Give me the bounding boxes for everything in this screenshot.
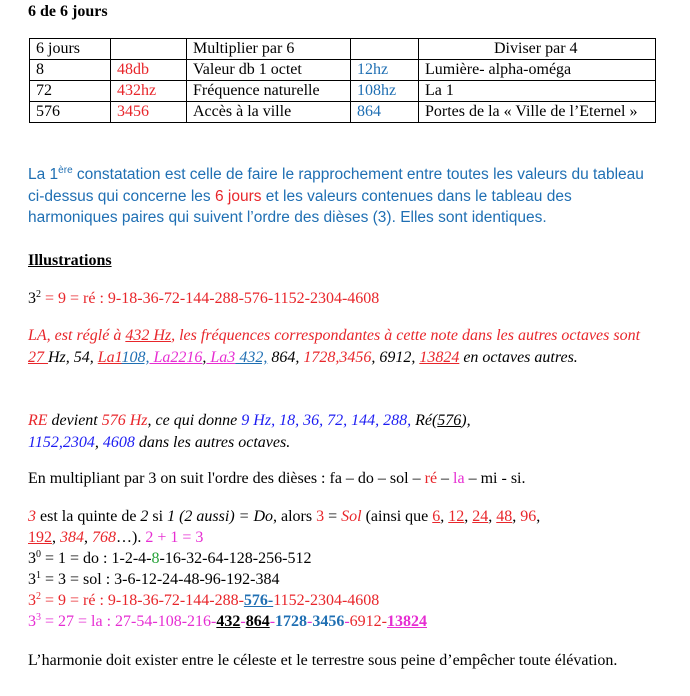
superscript: 3 (36, 612, 41, 623)
illustrations-heading: Illustrations (28, 252, 112, 269)
text-run: 432 (216, 613, 241, 630)
table-cell: 576 (30, 102, 111, 123)
table-cell: 72 (30, 81, 111, 102)
intro-paragraph (28, 164, 658, 229)
text-run: , (512, 508, 521, 525)
text-run: 13824 (419, 349, 460, 366)
text-run: si (148, 508, 168, 525)
doc-title: 6 de 6 jours (28, 3, 108, 20)
text-run: 432, (235, 349, 268, 366)
multiplication-line (28, 468, 525, 489)
closing-paragraph: L’harmonie doit exister entre le céleste et le terrestre sous peine d’empêcher toute élévation. (28, 652, 618, 669)
table-cell: 6 jours (30, 39, 111, 60)
table-cell: La 1 (419, 81, 656, 102)
text-run: RE (28, 412, 48, 429)
text-run: …). (116, 529, 146, 546)
table-cell: 48db (111, 60, 187, 81)
text-run: 864 (245, 613, 270, 630)
text-run: 24 (472, 508, 489, 525)
text-run-highlight: 6 jours (214, 187, 262, 205)
table-cell-text: Valeur db 1 octet (193, 61, 302, 78)
text-run: 2 + 1 = 3 (145, 529, 204, 546)
text-run: 27 (28, 349, 48, 366)
text-run: = 9 = ré : 9-18-36-72-144-288- (41, 592, 244, 609)
text-run: , les fréquences correspondantes à cette note dans les autres octaves sont (171, 327, 641, 344)
text-run: 8 (151, 550, 160, 567)
superscript: ère (58, 165, 73, 176)
table-cell: 12hz (351, 60, 419, 81)
power-line-1 (28, 569, 279, 590)
text-run: est la quinte de (36, 508, 141, 525)
table-cell (111, 39, 187, 60)
table-cell: Diviser par 4 (419, 39, 656, 60)
text-run: dans les autres octaves. (134, 434, 291, 451)
power-line-3 (28, 611, 427, 632)
text-run: Hz, 54, (48, 349, 98, 366)
text-run: - (240, 613, 246, 630)
text-run: , ce qui donne (147, 412, 242, 429)
text-run: En multipliant par 3 on suit l'ordre des dièses : fa – do – sol – (28, 470, 425, 487)
quinte-paragraph (28, 506, 658, 548)
text-run: 3 (316, 508, 325, 525)
text-run: Ré( (411, 412, 438, 429)
power-line-0 (28, 548, 311, 569)
text-run: La1 (97, 349, 122, 366)
text-run: , (94, 434, 103, 451)
text-run: 192 (28, 529, 52, 546)
text-run: 3456 (312, 613, 345, 630)
text-run: 1152-2304-4608 (273, 592, 380, 609)
text-run: la (453, 470, 465, 487)
text-run: 9 Hz, 18, 36, 72, 144, 288, (241, 412, 412, 429)
text-run: 1152,2304 (28, 434, 95, 451)
text-run: ré (424, 470, 438, 487)
text-run: 96 (520, 508, 537, 525)
text-run: 3 (28, 290, 36, 307)
text-run: ), (461, 412, 471, 429)
re-paragraph (28, 410, 658, 454)
text-run: , alors (273, 508, 317, 525)
text-run: 3 (28, 592, 36, 609)
text-run: = 9 = ré : 9-18-36-72-144-288-576-1152-2304-4608 (41, 290, 380, 307)
table-cell: Lumière- alpha-oméga (419, 60, 656, 81)
text-run: 768 (92, 529, 116, 546)
equation-line (28, 288, 379, 309)
table-cell: Fréquence naturelle (187, 81, 351, 102)
table-cell: 108hz (351, 81, 419, 102)
table-cell: 432hz (111, 81, 187, 102)
table-cell: Accès à la ville (187, 102, 351, 123)
text-run: , (488, 508, 497, 525)
text-run: 6 (432, 508, 441, 525)
text-run: - (269, 613, 276, 630)
text-run: 432 Hz (125, 327, 172, 344)
correspondence-table (29, 38, 656, 123)
text-run: , (202, 349, 207, 366)
text-run: 2 (140, 508, 149, 525)
text-run: - (307, 613, 313, 630)
text-run: 1728 (275, 613, 308, 630)
text-run: , (52, 529, 60, 546)
text-run: 1728,3456 (303, 349, 372, 366)
table-header-row (30, 39, 656, 60)
table-row (30, 81, 656, 102)
table-cell (351, 39, 419, 60)
superscript: 1 (36, 570, 41, 581)
superscript: 0 (36, 549, 41, 560)
text-run: , (84, 529, 92, 546)
table-cell: 8 (30, 60, 111, 81)
text-run: 1 (2 aussi) = Do (167, 508, 273, 525)
text-run: LA, est réglé à (28, 327, 126, 344)
superscript: 2 (36, 289, 41, 300)
la-paragraph (28, 325, 658, 369)
text-run: – mi - si. (464, 470, 526, 487)
text-run: 12 (448, 508, 465, 525)
text-run: 384 (60, 529, 84, 546)
text-run: , (440, 508, 449, 525)
text-run: - (344, 613, 350, 630)
text-run: -16-32-64-128-256-512 (159, 550, 312, 567)
text-run: 3 (28, 508, 36, 525)
text-run: La 1 (28, 166, 59, 183)
text-run: Sol (341, 508, 362, 525)
table-row (30, 102, 656, 123)
text-run: 3 (28, 550, 36, 567)
text-run: 4608 (102, 434, 135, 451)
text-run: 576- (243, 592, 274, 609)
text-run: en octaves autres. (459, 349, 578, 366)
superscript: 2 (36, 591, 41, 602)
text-run: constatation est celle de faire le rapprochement entre toutes les valeurs du tableau ci-dessus qui concerne les (28, 166, 644, 205)
text-run: 576 Hz (101, 412, 148, 429)
text-run: La2216 (149, 349, 203, 366)
text-run: devient (47, 412, 102, 429)
text-run: , (536, 508, 541, 525)
table-cell: 864 (351, 102, 419, 123)
text-run: = 1 = do : 1-2-4- (41, 550, 152, 567)
text-run: 6912- (349, 613, 387, 630)
text-run: 864, (267, 349, 304, 366)
table-cell: Multiplier par 6 (187, 39, 351, 60)
text-run: = (324, 508, 342, 525)
table-cell: 3456 (111, 102, 187, 123)
table-row (30, 60, 656, 81)
text-run: – (437, 470, 454, 487)
text-run: = 27 = la : 27-54-108-216- (41, 613, 217, 630)
text-run: 3 (28, 571, 36, 588)
text-run: , (464, 508, 473, 525)
text-run: (ainsi que (361, 508, 433, 525)
table-cell: Portes de la « Ville de l’Eternel » (419, 102, 656, 123)
text-run: La3 (206, 349, 236, 366)
text-run: 3 (28, 613, 36, 630)
power-line-2 (28, 590, 379, 611)
text-run: , 6912, (371, 349, 420, 366)
text-run: et les valeurs contenues dans le tableau des harmoniques paires qui suivent l’ordre des dièses (3). Elles sont identiques. (28, 187, 572, 226)
text-run: = 3 = sol : 3-6-12-24-48-96-192-384 (41, 571, 280, 588)
text-run: 108, (121, 349, 150, 366)
text-run: 576 (437, 412, 462, 429)
table-cell (187, 60, 351, 81)
text-run: 13824 (387, 613, 427, 630)
text-run: 48 (496, 508, 513, 525)
